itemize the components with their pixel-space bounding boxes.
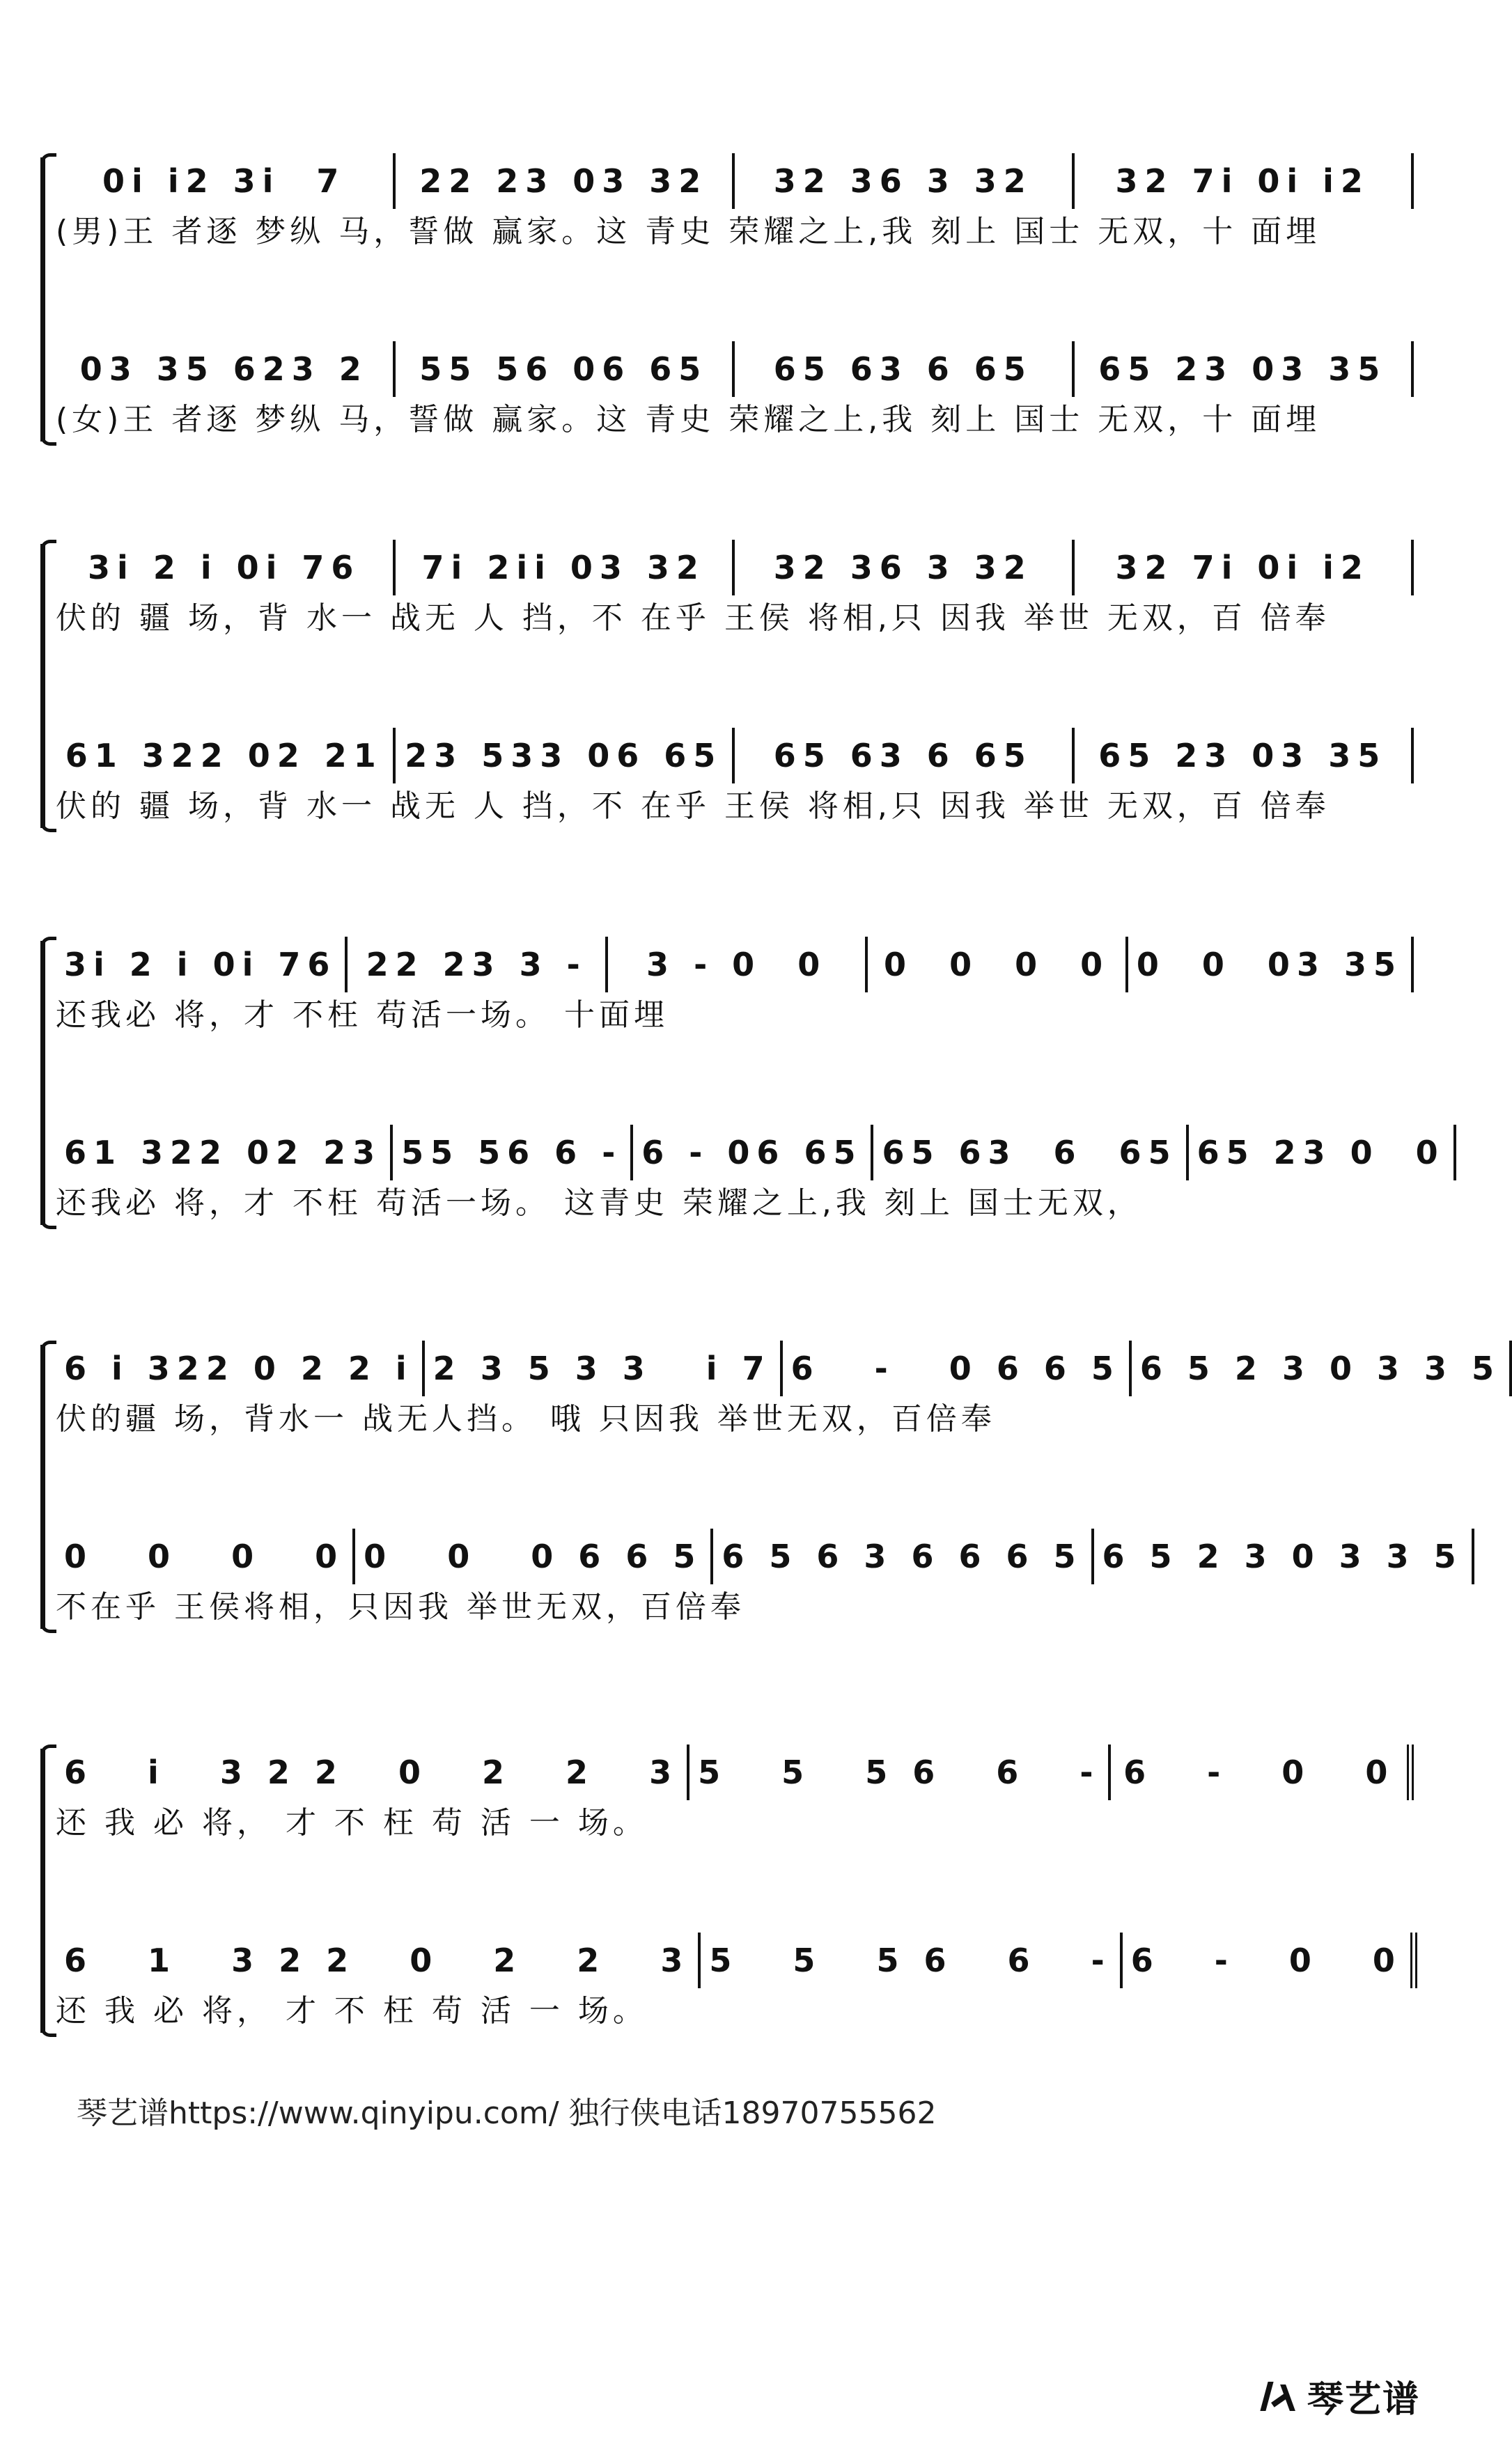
logo-mark-icon xyxy=(1261,2379,1300,2414)
measure: 0i i2 3i 7 xyxy=(56,153,396,209)
lyrics-row: (男)王 者逐 梦纵 马，誓做 赢家。这 青史 荣耀之上,我 刻上 国士 无双，十 面埋 xyxy=(56,214,1321,249)
measure: 55 56 6 - xyxy=(393,1125,633,1180)
system-brace-icon xyxy=(32,544,52,828)
lyrics-row: 伏的 疆 场，背 水一 战无 人 挡，不 在乎 王侯 将相,只 因我 举世 无双，百 倍奉 xyxy=(56,788,1330,824)
system-brace-icon xyxy=(32,1345,52,1629)
measure: 61 322 02 23 xyxy=(56,1125,393,1180)
notation-row xyxy=(56,153,1414,209)
measure: 0 0 0 6 6 5 xyxy=(355,1529,713,1584)
measure: 61 322 02 21 xyxy=(56,728,396,783)
logo-text: 琴艺谱 xyxy=(1307,2379,1420,2421)
footer-credit: 琴艺谱https://www.qinyipu.com/ 独行侠电话18970755562 xyxy=(77,2095,937,2131)
measure: 55 56 06 65 xyxy=(396,341,735,397)
notation-row xyxy=(56,1529,1463,1584)
measure: 5 5 5 6 6 - xyxy=(701,1933,1122,1988)
notation-row xyxy=(56,1933,1414,1988)
score-system-3 xyxy=(28,937,1445,1229)
measure: 32 7i 0i i2 xyxy=(1075,153,1414,209)
notation-row xyxy=(56,341,1414,397)
measure: 3i 2 i 0i 76 xyxy=(56,937,348,992)
notation-row xyxy=(56,1745,1414,1800)
measure: 03 35 623 2 xyxy=(56,341,396,397)
lyrics-row: 不在乎 王侯将相，只因我 举世无双，百倍奉 xyxy=(56,1589,745,1625)
measure: 32 7i 0i i2 xyxy=(1075,540,1414,595)
measure: 6 - 06 65 xyxy=(633,1125,873,1180)
measure: 22 23 03 32 xyxy=(396,153,735,209)
notation-row xyxy=(56,540,1414,595)
measure: 2 3 5 3 3 i 7 xyxy=(425,1341,783,1396)
lyrics-row: 伏的 疆 场，背 水一 战无 人 挡，不 在乎 王侯 将相,只 因我 举世 无双，百 倍奉 xyxy=(56,600,1330,636)
measure: 23 533 06 65 xyxy=(396,728,735,783)
notation-row xyxy=(56,1125,1445,1180)
lyrics-row: 还 我 必 将， 才 不 枉 苟 活 一 场。 xyxy=(56,1805,648,1841)
score-system-1 xyxy=(28,153,1414,446)
lyrics-row: 还 我 必 将， 才 不 枉 苟 活 一 场。 xyxy=(56,1993,648,2029)
system-brace-icon xyxy=(32,1749,52,2033)
measure-final: 6 - 0 0 xyxy=(1111,1745,1414,1800)
measure-final: 6 - 0 0 xyxy=(1123,1933,1417,1988)
measure: 65 23 03 35 xyxy=(1075,728,1414,783)
measure: 65 23 03 35 xyxy=(1075,341,1414,397)
measure: 3 - 0 0 xyxy=(608,937,868,992)
lyrics-row: 还我必 将，才 不枉 苟活一场。 十面埋 xyxy=(56,997,669,1033)
brand-logo xyxy=(1261,2370,1420,2422)
measure: 6 - 0 6 6 5 xyxy=(783,1341,1132,1396)
score-system-5 xyxy=(28,1745,1414,2037)
measure: 65 63 6 65 xyxy=(735,341,1075,397)
measure: 0 0 03 35 xyxy=(1128,937,1414,992)
system-brace-icon xyxy=(32,941,52,1225)
measure: 22 23 3 - xyxy=(348,937,607,992)
measure: 6 i 3 2 2 0 2 2 3 xyxy=(56,1745,689,1800)
notation-row xyxy=(56,728,1414,783)
measure: 0 0 0 0 xyxy=(868,937,1128,992)
notation-row xyxy=(56,1341,1502,1396)
measure: 32 36 3 32 xyxy=(735,540,1075,595)
measure: 6 5 2 3 0 3 3 5 xyxy=(1132,1341,1512,1396)
measure: 6 i 322 0 2 2 i xyxy=(56,1341,425,1396)
score-system-4 xyxy=(28,1341,1502,1633)
system-brace-icon xyxy=(32,157,52,442)
measure: 5 5 5 6 6 - xyxy=(689,1745,1111,1800)
measure: 0 0 0 0 xyxy=(56,1529,355,1584)
lyrics-row: 伏的疆 场，背水一 战无人挡。 哦 只因我 举世无双，百倍奉 xyxy=(56,1401,996,1437)
measure: 65 23 0 0 xyxy=(1189,1125,1456,1180)
lyrics-row: (女)王 者逐 梦纵 马，誓做 赢家。这 青史 荣耀之上,我 刻上 国士 无双，十 面埋 xyxy=(56,402,1321,437)
measure: 3i 2 i 0i 76 xyxy=(56,540,396,595)
measure: 7i 2ii 03 32 xyxy=(396,540,735,595)
score-system-2 xyxy=(28,540,1414,832)
measure: 6 1 3 2 2 0 2 2 3 xyxy=(56,1933,701,1988)
measure: 65 63 6 65 xyxy=(873,1125,1188,1180)
measure: 32 36 3 32 xyxy=(735,153,1075,209)
lyrics-row: 还我必 将，才 不枉 苟活一场。 这青史 荣耀之上,我 刻上 国士无双， xyxy=(56,1185,1142,1221)
measure: 6 5 2 3 0 3 3 5 xyxy=(1094,1529,1474,1584)
notation-row xyxy=(56,937,1414,992)
measure: 6 5 6 3 6 6 6 5 xyxy=(713,1529,1093,1584)
measure: 65 63 6 65 xyxy=(735,728,1075,783)
